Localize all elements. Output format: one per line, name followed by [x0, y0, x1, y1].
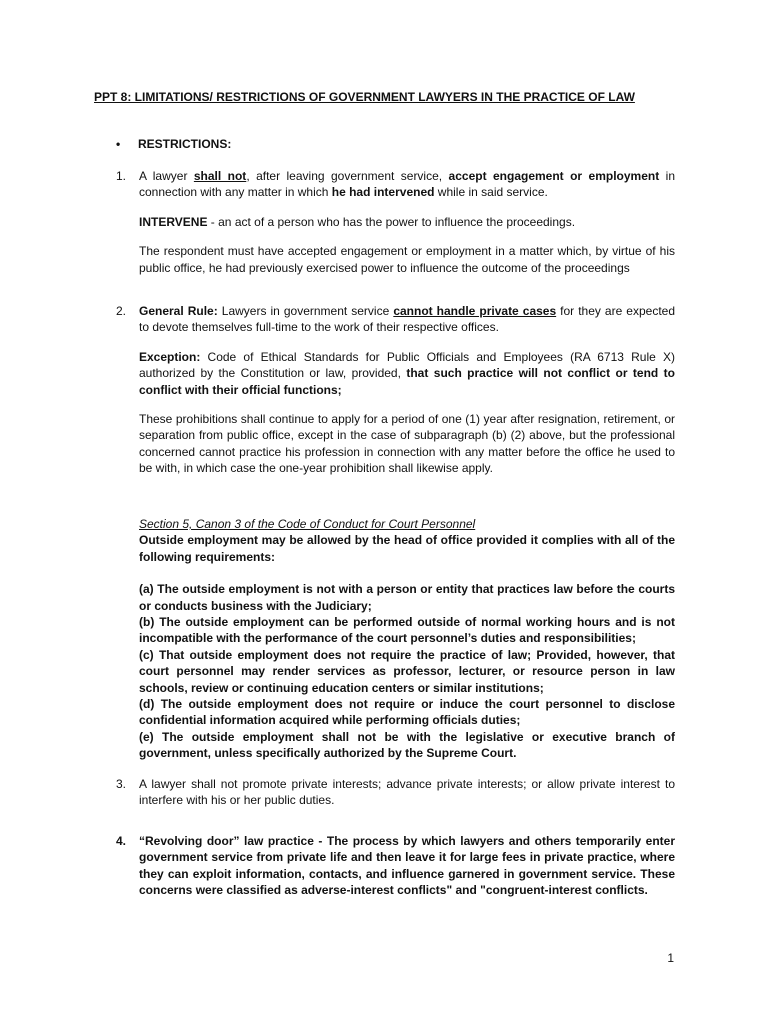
requirement-c: (c) That outside employment does not require the practice of law; Provided, however, that court personnel may render services as professor, lecturer, or resource person in law schools, review or continuing education centers or similar institutions;: [139, 647, 675, 695]
emphasis-accept-engagement: accept engagement or employment: [448, 169, 660, 183]
text-run: while in said service.: [434, 185, 548, 200]
bullet-icon: •: [116, 137, 121, 151]
section-reference: Section 5, Canon 3 of the Code of Conduct for Court Personnel: [139, 517, 476, 531]
item-number: 1.: [116, 169, 127, 183]
text-run: A lawyer: [139, 169, 194, 183]
term-intervene: INTERVENE: [139, 214, 208, 229]
item-number: 4.: [116, 834, 127, 848]
text-run: for they are expected to devote themselves full-time to the work of their respective offices.: [139, 304, 676, 335]
emphasis-had-intervened: he had intervened: [331, 185, 435, 200]
section-heading: RESTRICTIONS:: [138, 137, 232, 151]
item-number: 3.: [116, 777, 127, 791]
text-run: Code of Ethical Standards for Public Officials and Employees (RA 6713 Rule X) authorized by the Constitution or law, provided,: [139, 349, 675, 381]
emphasis-no-conflict: that such practice will not conflict or tend to conflict with their official functions;: [139, 366, 675, 397]
section-intro: Outside employment may be allowed by the head of office provided it complies with all of the following requirements:: [139, 533, 675, 564]
definition-text: - an act of a person who has the power to influence the proceedings.: [207, 214, 576, 229]
term-revolving-door: “Revolving door” law practice: [139, 834, 314, 848]
item-1-paragraph-1: [139, 168, 675, 201]
item-number: 2.: [116, 304, 127, 318]
item-1-definition: [139, 214, 675, 230]
item-3-text: A lawyer shall not promote private interests; advance private interests; or allow private interest to interfere with his or her public duties.: [139, 777, 675, 808]
requirement-a: (a) The outside employment is not with a person or entity that practices law before the courts or conducts business with the Judiciary;: [139, 582, 675, 613]
page-number: 1: [667, 951, 674, 965]
general-rule-paragraph: [139, 303, 675, 336]
requirement-e: (e) The outside employment shall not be with the legislative or executive branch of government, unless specifically authorized by the Supreme Court.: [139, 729, 675, 761]
item-2-body: [139, 303, 675, 490]
prohibition-paragraph: These prohibitions shall continue to apply for a period of one (1) year after resignation, retirement, or separation from public office, except in the case of subparagraph (b) (2) above, but the professional concerned cannot practice his profession in connection with any matter before the office he used to be with, in which case the one-year prohibition shall likewise apply.: [139, 412, 675, 476]
revolving-door-text: - The process by which lawyers and others temporarily enter government service from private life and then leave it for large fees in private practice, where they can exploit information, contacts, and influence garnered in government service. These concerns were classified as adverse-interest conflicts" and "congruent-interest conflicts.: [139, 834, 676, 898]
exception-paragraph: [139, 349, 675, 398]
general-rule-label: General Rule:: [139, 304, 218, 318]
item-4-paragraph: [139, 833, 675, 899]
text-run: , after leaving government service,: [246, 169, 449, 183]
item-1-paragraph-3: The respondent must have accepted engagement or employment in a matter which, by virtue of his public office, he had previously exercised power to influence the outcome of the proceedings: [139, 244, 675, 275]
item-4-body: [139, 833, 675, 912]
requirement-b: (b) The outside employment can be performed outside of normal working hours and is not incompatible with the performance of the court personnel’s duties and responsibilities;: [139, 615, 675, 646]
text-run: Lawyers in government service: [217, 304, 394, 318]
section-5-intro-block: [139, 516, 675, 565]
emphasis-shall-not: shall not: [193, 169, 247, 183]
requirement-d: (d) The outside employment does not require or induce the court personnel to disclose confidential information acquired while performing officials duties;: [139, 697, 675, 728]
section-5-body: [139, 516, 675, 762]
item-1-body: [139, 168, 675, 289]
text-run: in connection with any matter in which: [139, 169, 675, 200]
document-title: PPT 8: LIMITATIONS/ RESTRICTIONS OF GOVERNMENT LAWYERS IN THE PRACTICE OF LAW: [94, 90, 635, 104]
item-3-body: [139, 776, 675, 822]
emphasis-cannot-handle: cannot handle private cases: [393, 304, 557, 318]
requirements-list: [139, 581, 675, 761]
exception-label: Exception:: [139, 349, 201, 364]
